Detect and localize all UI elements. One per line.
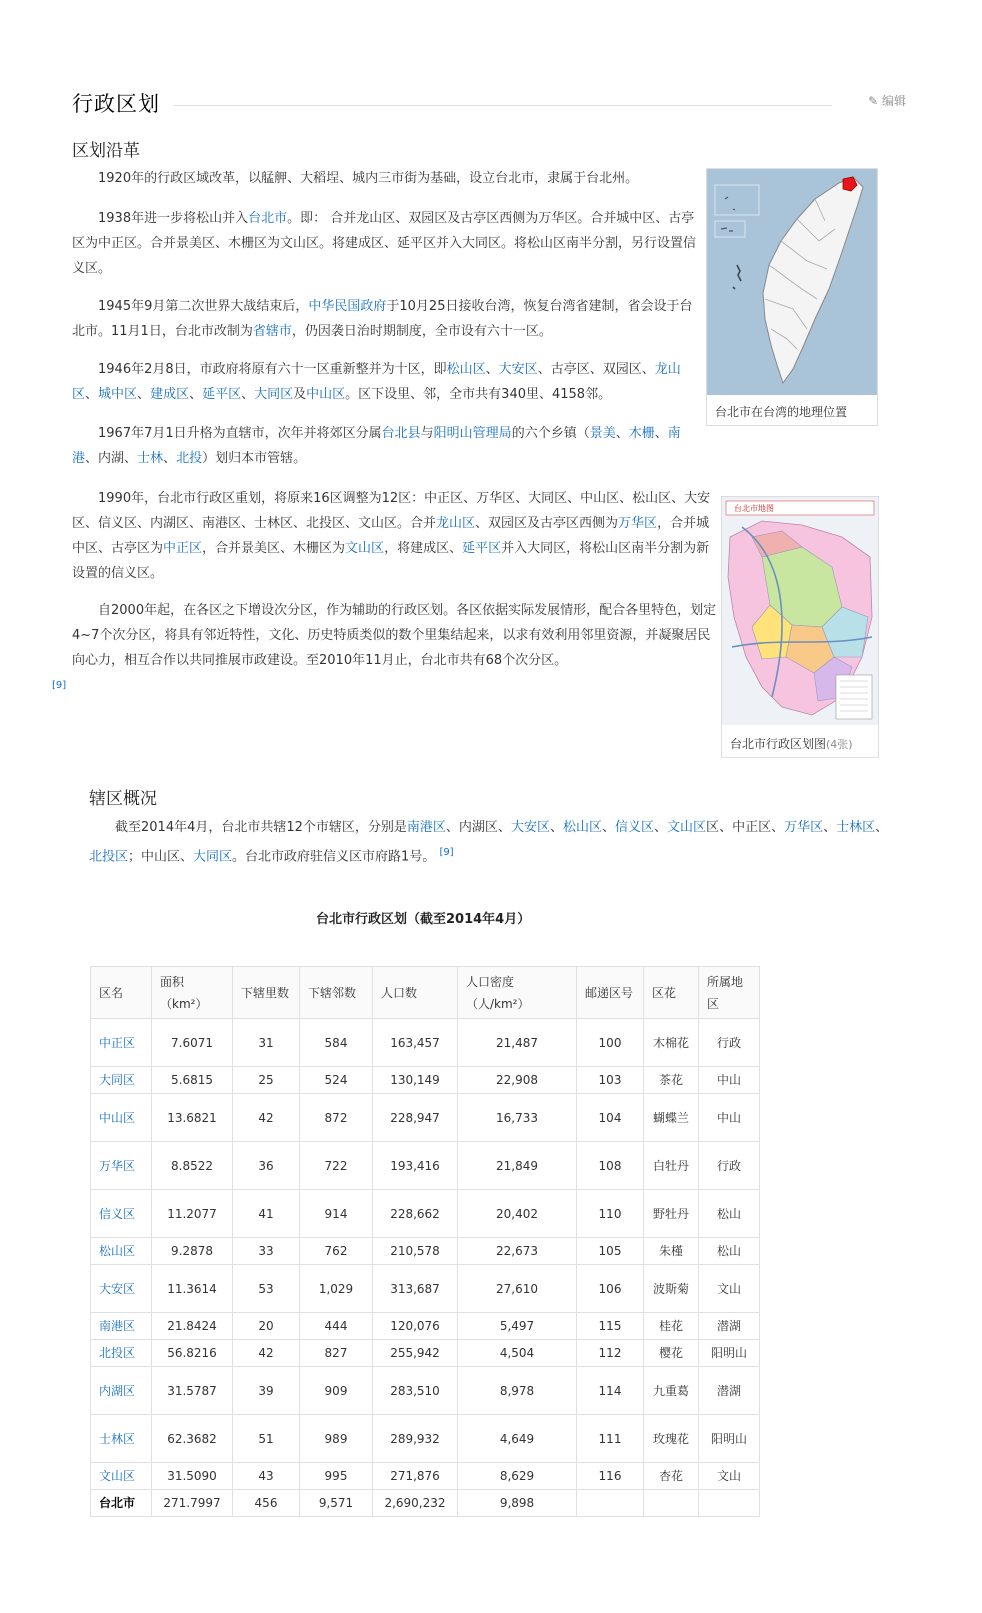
taipei-district-map <box>722 497 878 725</box>
figure-taipei-districts[interactable] <box>721 496 879 758</box>
table-cell: 111 <box>577 1415 644 1463</box>
table-cell: 9.2878 <box>152 1238 233 1265</box>
reference-9[interactable]: [9] <box>439 847 454 858</box>
table-cell: 白牡丹 <box>644 1142 699 1190</box>
table-cell: 108 <box>577 1142 644 1190</box>
table-cell: 文山 <box>699 1265 760 1313</box>
table-cell: 4,649 <box>458 1415 577 1463</box>
link-taipei[interactable]: 台北市 <box>248 211 288 226</box>
district-link[interactable]: 士林区 <box>99 1431 136 1446</box>
table-cell: 31 <box>233 1019 300 1067</box>
link-wanhua[interactable]: 万华区 <box>618 516 658 531</box>
table-cell: 210,578 <box>373 1238 458 1265</box>
table-cell: 103 <box>577 1067 644 1094</box>
district-table <box>90 966 760 1517</box>
table-cell: 872 <box>300 1094 373 1142</box>
table-cell: 行政 <box>699 1019 760 1067</box>
section-header <box>72 84 906 116</box>
link-zhongshan[interactable]: 中山区 <box>306 387 346 402</box>
link-shilin-district[interactable]: 士林区 <box>836 820 876 835</box>
link-xinyi-district[interactable]: 信义区 <box>615 820 655 835</box>
table-cell: 中山 <box>699 1094 760 1142</box>
district-link[interactable]: 中正区 <box>99 1035 136 1050</box>
cell-district <box>91 1340 152 1367</box>
table-cell: 271.7997 <box>152 1490 233 1517</box>
table-cell: 289,932 <box>373 1415 458 1463</box>
table-cell: 120,076 <box>373 1313 458 1340</box>
table-cell: 11.3614 <box>152 1265 233 1313</box>
table-cell: 27,610 <box>458 1265 577 1313</box>
history-paragraph-7: 自2000年起，在各区之下增设次分区，作为辅助的行政区划。各区依据实际发展情形，配合各里特色，划定4~7个次分区，将具有邻近特性，文化、历史特质类似的数个里集结起来，以求有效利用邻里资源，并凝聚居民向心力，相互合作以共同推展市政建设。至2010年11月止，台北市共有68个次分区。 [9] <box>52 603 717 691</box>
table-cell: 9,571 <box>300 1490 373 1517</box>
table-cell: 42 <box>233 1340 300 1367</box>
pencil-icon: ✎ <box>868 94 879 108</box>
link-longshan-2[interactable]: 龙山区 <box>436 516 476 531</box>
link-songshan-district[interactable]: 松山区 <box>562 820 602 835</box>
table-cell: 115 <box>577 1313 644 1340</box>
table-cell: 玫瑰花 <box>644 1415 699 1463</box>
table-cell: 228,947 <box>373 1094 458 1142</box>
link-shilin[interactable]: 士林 <box>137 451 164 466</box>
table-cell: 584 <box>300 1019 373 1067</box>
cell-district <box>91 1238 152 1265</box>
table-cell: 5,497 <box>458 1313 577 1340</box>
table-cell: 56.8216 <box>152 1340 233 1367</box>
overview-paragraph: 截至2014年4月，台北市共辖12个市辖区，分别是南港区、内湖区、大安区、松山区、信义区、文山区区、中正区、万华区、士林区、北投区；中山区、大同区。台北市政府驻信义区市府路1号。 [9] <box>89 820 889 865</box>
header-name: 区名 <box>91 967 152 1019</box>
history-paragraph-1: 1920年的行政区域改革，以艋舺、大稻埕、城内三市街为基础，设立台北市，隶属于台北州。 <box>98 171 639 186</box>
table-cell: 行政 <box>699 1142 760 1190</box>
map-title: 台北市地图 <box>734 504 774 513</box>
cell-district <box>91 1313 152 1340</box>
overview-title: 辖区概况 <box>89 789 157 809</box>
table-cell: 130,149 <box>373 1067 458 1094</box>
table-cell: 杏花 <box>644 1463 699 1490</box>
header-density: 人口密度（人/km²） <box>458 967 577 1019</box>
header-li: 下辖里数 <box>233 967 300 1019</box>
table-cell: 阳明山 <box>699 1340 760 1367</box>
link-wanhua-district[interactable]: 万华区 <box>784 820 824 835</box>
table-cell: 762 <box>300 1238 373 1265</box>
table-cell: 51 <box>233 1415 300 1463</box>
cell-district <box>91 1415 152 1463</box>
table-cell: 444 <box>300 1313 373 1340</box>
link-wenshan[interactable]: 文山区 <box>345 541 385 556</box>
gallery-count[interactable]: (4张) <box>826 738 853 751</box>
district-link[interactable]: 大安区 <box>99 1281 136 1296</box>
table-cell: 39 <box>233 1367 300 1415</box>
table-cell: 8.8522 <box>152 1142 233 1190</box>
table-cell: 野牡丹 <box>644 1190 699 1238</box>
table-cell: 阳明山 <box>699 1415 760 1463</box>
history-paragraph-5: 1967年7月1日升格为直辖市，次年并将郊区分属台北县与阳明山管理局的六个乡镇（景美、木栅、南港、内湖、士林、北投）划归本市管辖。 <box>72 426 681 466</box>
link-roc-government[interactable]: 中华民国政府 <box>308 299 387 314</box>
district-link[interactable]: 信义区 <box>99 1206 136 1221</box>
header-population: 人口数 <box>373 967 458 1019</box>
cell-district <box>91 1142 152 1190</box>
cell-district <box>91 1367 152 1415</box>
table-cell: 43 <box>233 1463 300 1490</box>
district-link[interactable]: 南港区 <box>99 1319 136 1333</box>
table-row <box>91 1415 760 1463</box>
district-link[interactable]: 内湖区 <box>99 1383 136 1398</box>
table-cell: 松山 <box>699 1238 760 1265</box>
link-muzha[interactable]: 木栅 <box>628 426 655 441</box>
section-divider <box>174 105 832 106</box>
link-longshan[interactable]: 龙山区 <box>72 362 681 402</box>
link-wenshan-district[interactable]: 文山区 <box>667 820 707 835</box>
table-cell: 104 <box>577 1094 644 1142</box>
link-taipei-county[interactable]: 台北县 <box>381 426 421 441</box>
table-row <box>91 1340 760 1367</box>
header-lin: 下辖邻数 <box>300 967 373 1019</box>
table-cell: 桂花 <box>644 1313 699 1340</box>
header-region: 所属地区 <box>699 967 760 1019</box>
table-cell: 2,690,232 <box>373 1490 458 1517</box>
link-nangang[interactable]: 南港 <box>72 426 681 466</box>
table-cell: 909 <box>300 1367 373 1415</box>
figure-caption: 台北市在台湾的地理位置 <box>715 405 848 419</box>
header-area: 面积（km²） <box>152 967 233 1019</box>
table-cell: 995 <box>300 1463 373 1490</box>
cell-district <box>91 1067 152 1094</box>
cell-district <box>91 1019 152 1067</box>
table-cell: 茶花 <box>644 1067 699 1094</box>
section-title: 行政区划 <box>72 92 160 116</box>
table-cell: 11.2077 <box>152 1190 233 1238</box>
history-paragraph-3: 1945年9月第二次世界大战结束后，中华民国政府于10月25日接收台湾，恢复台湾省建制，省会设于台北市。11月1日，台北市改制为省辖市，仍因袭日治时期制度，全市设有六十一区。 <box>72 299 693 339</box>
table-row <box>91 1313 760 1340</box>
table-cell: 13.6821 <box>152 1094 233 1142</box>
table-cell <box>577 1490 644 1517</box>
table-cell: 283,510 <box>373 1367 458 1415</box>
table-cell: 20 <box>233 1313 300 1340</box>
edit-label: 编辑 <box>881 94 906 108</box>
table-cell: 255,942 <box>373 1340 458 1367</box>
table-row <box>91 1367 760 1415</box>
link-daan[interactable]: 大安区 <box>498 362 538 377</box>
table-cell: 蝴蝶兰 <box>644 1094 699 1142</box>
table-cell: 波斯菊 <box>644 1265 699 1313</box>
table-caption: 台北市行政区划（截至2014年4月） <box>316 912 531 927</box>
district-link[interactable]: 北投区 <box>99 1346 136 1360</box>
table-cell: 114 <box>577 1367 644 1415</box>
link-jiancheng[interactable]: 建成区 <box>150 387 190 402</box>
district-link[interactable]: 松山区 <box>99 1244 136 1258</box>
table-cell: 524 <box>300 1067 373 1094</box>
table-cell: 112 <box>577 1340 644 1367</box>
table-cell: 22,908 <box>458 1067 577 1094</box>
table-cell <box>699 1490 760 1517</box>
edit-link[interactable] <box>868 92 906 109</box>
district-link[interactable]: 大同区 <box>99 1073 136 1087</box>
table-cell: 8,629 <box>458 1463 577 1490</box>
link-jingmei[interactable]: 景美 <box>589 426 616 441</box>
table-cell: 文山 <box>699 1463 760 1490</box>
district-link[interactable]: 万华区 <box>99 1158 136 1173</box>
table-cell: 105 <box>577 1238 644 1265</box>
taiwan-location-map <box>707 169 877 395</box>
figure-taiwan-location[interactable] <box>706 168 878 426</box>
table-row <box>91 1067 760 1094</box>
table-row <box>91 1238 760 1265</box>
header-flower: 区花 <box>644 967 699 1019</box>
table-cell: 33 <box>233 1238 300 1265</box>
table-cell: 潜湖 <box>699 1313 760 1340</box>
link-yanping-2[interactable]: 延平区 <box>462 541 502 556</box>
history-paragraph-6: 1990年，台北市行政区重划，将原来16区调整为12区：中正区、万华区、大同区、中山区、松山区、大安区、信义区、内湖区、南港区、士林区、北投区、文山区。合并龙山区、双园区及古亭区西侧为万华区，合并城中区、古亭区为中正区，合并景美区、木栅区为文山区，将建成区、延平区并入大同区，将松山区南半分割为新设置的信义区。 <box>72 491 711 581</box>
table-cell: 木棉花 <box>644 1019 699 1067</box>
cell-district <box>91 1190 152 1238</box>
table-row <box>91 1094 760 1142</box>
table-cell: 朱槿 <box>644 1238 699 1265</box>
table-cell: 中山 <box>699 1067 760 1094</box>
table-cell: 827 <box>300 1340 373 1367</box>
link-nangang-district[interactable]: 南港区 <box>406 820 446 835</box>
table-cell: 31.5787 <box>152 1367 233 1415</box>
table-cell: 41 <box>233 1190 300 1238</box>
district-link[interactable]: 中山区 <box>99 1110 136 1125</box>
table-cell: 193,416 <box>373 1142 458 1190</box>
total-label: 台北市 <box>91 1490 152 1517</box>
table-cell: 914 <box>300 1190 373 1238</box>
table-row <box>91 1463 760 1490</box>
table-cell: 100 <box>577 1019 644 1067</box>
table-cell: 313,687 <box>373 1265 458 1313</box>
table-cell: 31.5090 <box>152 1463 233 1490</box>
link-zhongzheng[interactable]: 中正区 <box>163 541 203 556</box>
link-beitou-district[interactable]: 北投区 <box>89 849 129 865</box>
header-postal: 邮递区号 <box>577 967 644 1019</box>
table-cell: 20,402 <box>458 1190 577 1238</box>
link-chengzhong[interactable]: 城中区 <box>98 387 138 402</box>
table-cell: 潜湖 <box>699 1367 760 1415</box>
table-cell: 松山 <box>699 1190 760 1238</box>
table-cell: 989 <box>300 1415 373 1463</box>
table-cell: 1,029 <box>300 1265 373 1313</box>
history-paragraph-4: 1946年2月8日，市政府将原有六十一区重新整并为十区，即松山区、大安区、古亭区、双园区、龙山区、城中区、建成区、延平区、大同区及中山区。区下设里、邻，全市共有340里、4158邻。 <box>72 362 681 402</box>
history-title: 区划沿革 <box>72 141 140 161</box>
table-cell: 116 <box>577 1463 644 1490</box>
table-cell: 5.6815 <box>152 1067 233 1094</box>
table-row <box>91 1265 760 1313</box>
table-cell: 722 <box>300 1142 373 1190</box>
table-cell: 62.3682 <box>152 1415 233 1463</box>
table-cell: 8,978 <box>458 1367 577 1415</box>
table-cell: 樱花 <box>644 1340 699 1367</box>
link-datong-district[interactable]: 大同区 <box>193 849 233 865</box>
table-row <box>91 1019 760 1067</box>
table-cell: 九重葛 <box>644 1367 699 1415</box>
table-cell: 110 <box>577 1190 644 1238</box>
table-cell: 456 <box>233 1490 300 1517</box>
table-header-row <box>91 967 760 1019</box>
link-yangmingshan[interactable]: 阳明山管理局 <box>433 426 512 441</box>
table-cell: 53 <box>233 1265 300 1313</box>
link-beitou[interactable]: 北投 <box>176 451 203 466</box>
table-cell <box>644 1490 699 1517</box>
table-cell: 25 <box>233 1067 300 1094</box>
table-cell: 271,876 <box>373 1463 458 1490</box>
table-cell: 21,487 <box>458 1019 577 1067</box>
table-cell: 106 <box>577 1265 644 1313</box>
table-cell: 21.8424 <box>152 1313 233 1340</box>
link-datong[interactable]: 大同区 <box>254 387 294 402</box>
table-cell: 21,849 <box>458 1142 577 1190</box>
table-row <box>91 1142 760 1190</box>
table-cell: 9,898 <box>458 1490 577 1517</box>
district-link[interactable]: 文山区 <box>99 1469 136 1483</box>
table-cell: 22,673 <box>458 1238 577 1265</box>
reference-9[interactable]: [9] <box>52 680 67 691</box>
table-total-row <box>91 1490 760 1517</box>
table-cell: 42 <box>233 1094 300 1142</box>
table-cell: 36 <box>233 1142 300 1190</box>
table-cell: 4,504 <box>458 1340 577 1367</box>
link-daan-district[interactable]: 大安区 <box>510 820 550 835</box>
figure-caption: 台北市行政区划图(4张) <box>730 737 853 751</box>
cell-district <box>91 1463 152 1490</box>
table-cell: 7.6071 <box>152 1019 233 1067</box>
table-cell: 228,662 <box>373 1190 458 1238</box>
table-cell: 163,457 <box>373 1019 458 1067</box>
cell-district <box>91 1265 152 1313</box>
link-provincial-city[interactable]: 省辖市 <box>252 324 292 339</box>
history-paragraph-2: 1938年进一步将松山并入台北市。即： 合并龙山区、双园区及古亭区西侧为万华区。合并城中区、古亭区为中正区。合并景美区、木栅区为文山区。将建成区、延平区并入大同区。将松山区南半分割，另行设置信义区。 <box>72 211 697 276</box>
link-yanping[interactable]: 延平区 <box>202 387 242 402</box>
table-row <box>91 1190 760 1238</box>
cell-district <box>91 1094 152 1142</box>
table-cell: 16,733 <box>458 1094 577 1142</box>
link-songshan[interactable]: 松山区 <box>446 362 486 377</box>
